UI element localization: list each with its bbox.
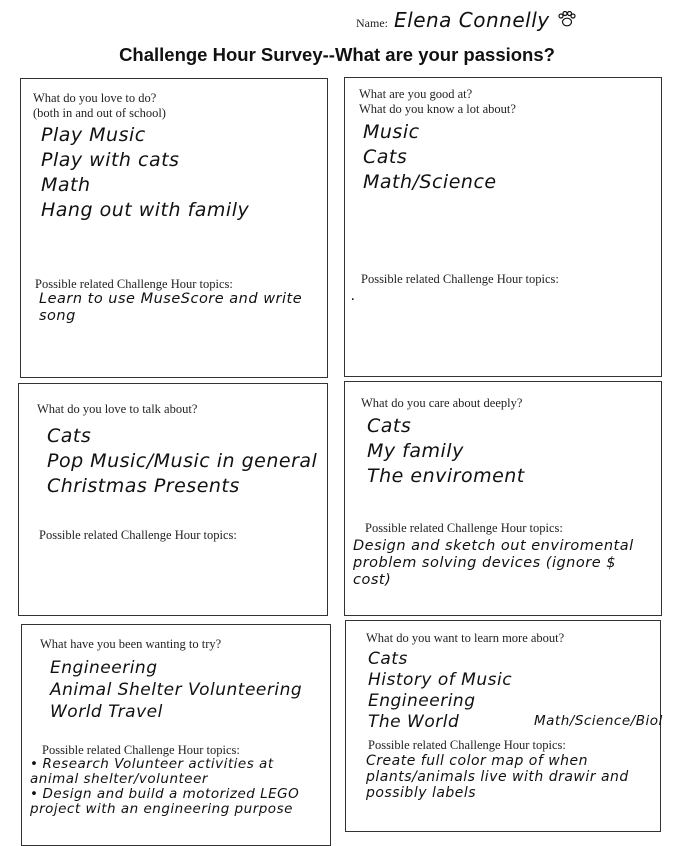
question (33, 91, 166, 121)
answer: Hang out with family (41, 199, 250, 221)
question: What have you been wanting to try? (40, 637, 222, 651)
question: What do you care about deeply? (361, 396, 523, 410)
topic: • Research Volunteer activities at animal shelter/volunteer (30, 757, 326, 787)
answer-list (363, 120, 497, 195)
answer-list (41, 123, 249, 223)
topics-label: Possible related Challenge Hour topics: (42, 743, 240, 757)
answer: Math/Science (363, 171, 497, 193)
answer: The enviroment (367, 465, 525, 487)
answer: My family (367, 440, 464, 462)
answer: Engineering (50, 658, 158, 678)
topic-list (30, 757, 326, 817)
page-title: Challenge Hour Survey--What are your passions? (119, 44, 555, 65)
question: What do you love to talk about? (37, 402, 198, 416)
topic: Learn to use MuseScore and write song (39, 291, 303, 324)
answer: Cats (363, 146, 408, 168)
answer: Christmas Presents (47, 475, 240, 497)
topic: Design and sketch out enviromental problem solving devices (ignore $ cost) (353, 538, 634, 588)
answer: Cats (47, 425, 92, 447)
answer: The World (368, 712, 460, 732)
answer: Animal Shelter Volunteering (50, 680, 303, 700)
question: What do you want to learn more about? (366, 631, 565, 645)
question-line: (both in and out of school) (33, 106, 166, 120)
topics-label: Possible related Challenge Hour topics: (361, 272, 559, 286)
answer: History of Music (368, 670, 513, 690)
answer-list (50, 657, 302, 723)
student-name: Elena Connelly (394, 8, 550, 32)
answer: Pop Music/Music in general (47, 450, 318, 472)
box-good-at (344, 77, 662, 377)
answer: Engineering (368, 691, 476, 711)
extra-answer: Math/Science/Biol (534, 713, 663, 729)
answer-list (367, 414, 525, 489)
box-love-to-do (20, 78, 328, 378)
box-want-to-try (21, 624, 331, 846)
box-learn-more (345, 620, 661, 832)
name-label: Name: (356, 16, 388, 30)
answer-list (47, 424, 317, 499)
answer: Cats (367, 415, 412, 437)
question-line: What do you know a lot about? (359, 102, 516, 116)
name-line (356, 8, 576, 32)
answer: Play Music (41, 124, 146, 146)
answer: Cats (368, 649, 408, 669)
topic: Create full color map of when plants/animals live with drawir and possibly labels (366, 753, 629, 801)
topic: • Design and build a motorized LEGO project with an engineering purpose (30, 787, 326, 817)
question (359, 87, 516, 117)
topics-label: Possible related Challenge Hour topics: (39, 528, 237, 542)
topic-list (353, 538, 653, 589)
answer-list (368, 649, 512, 733)
topic-list (366, 753, 656, 801)
box-care-about (344, 381, 662, 616)
paw-print-icon (558, 11, 576, 31)
answer: Play with cats (41, 149, 180, 171)
answer: Math (41, 174, 91, 196)
stray-mark: . (351, 288, 357, 304)
box-talk-about (18, 383, 328, 616)
question-line: What are you good at? (359, 87, 473, 101)
answer: World Travel (50, 702, 163, 722)
answer: Music (363, 121, 420, 143)
topics-label: Possible related Challenge Hour topics: (35, 277, 233, 291)
topics-label: Possible related Challenge Hour topics: (368, 738, 566, 752)
topics-label: Possible related Challenge Hour topics: (365, 521, 563, 535)
topic-list (39, 291, 319, 325)
question-line: What do you love to do? (33, 91, 157, 105)
